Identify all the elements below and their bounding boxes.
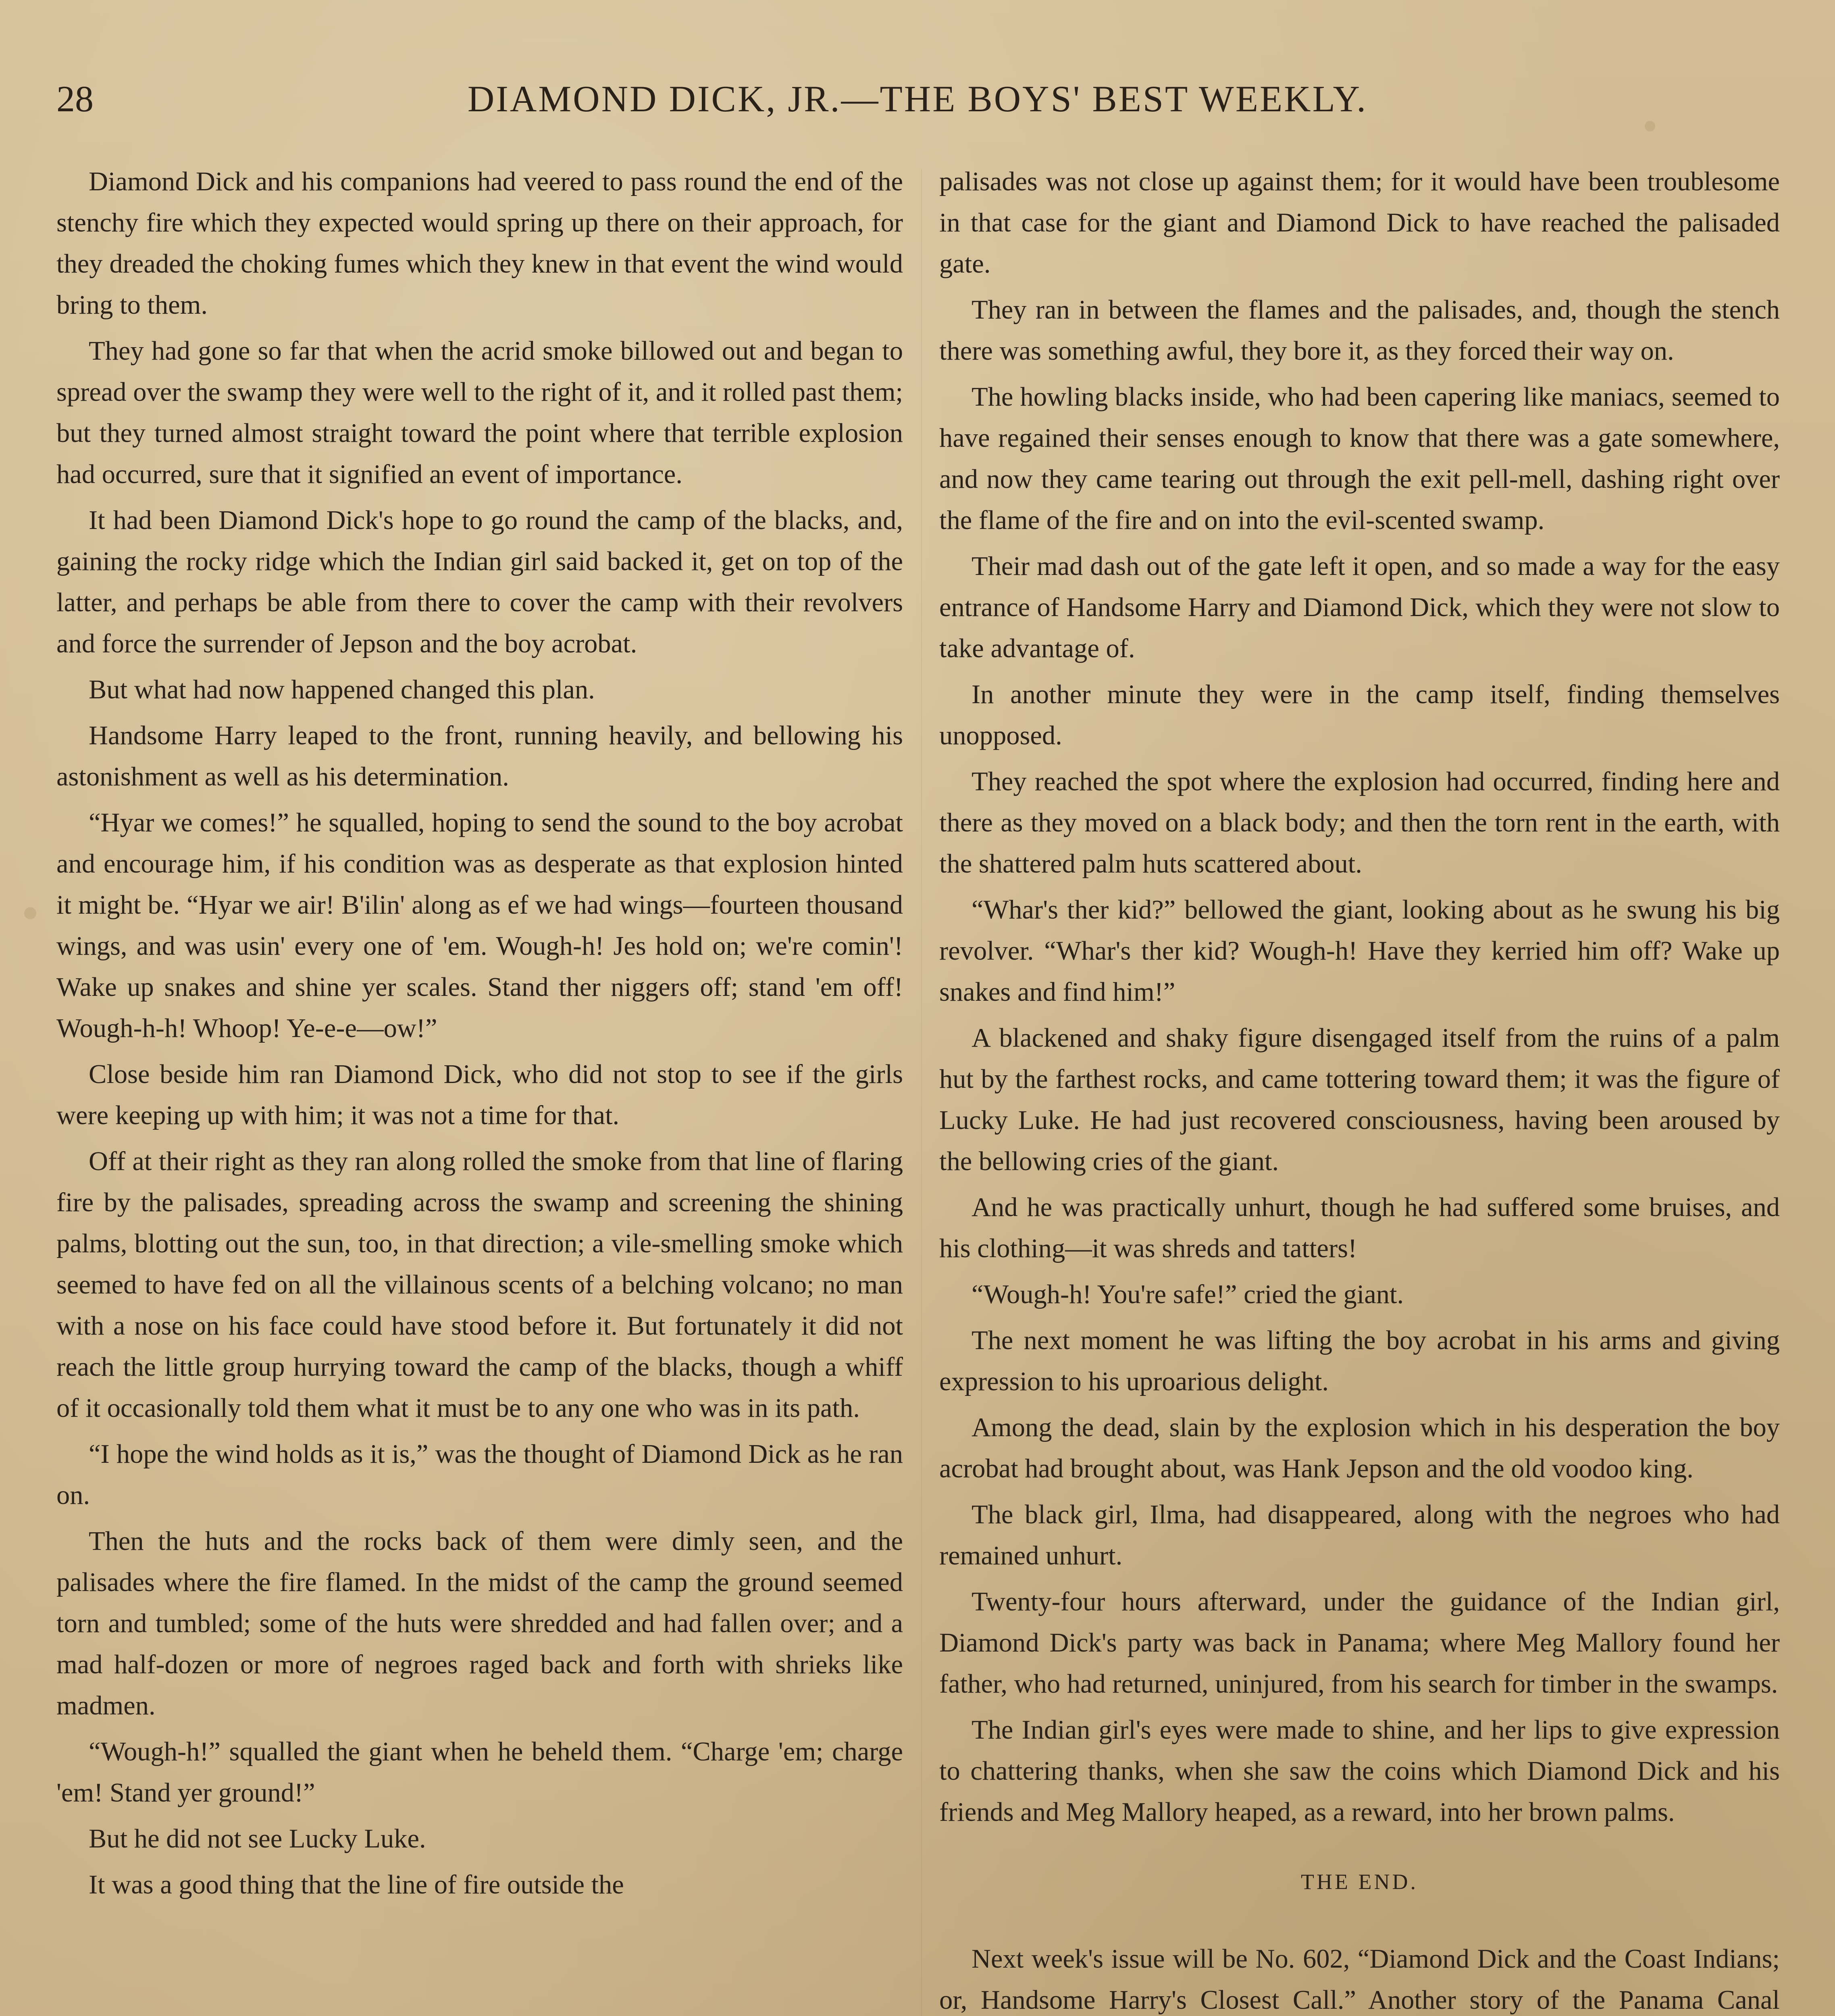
paragraph: A blackened and shaky figure disengaged itself from the ruins of a palm hut by the farthest rocks, and came tottering toward them; it was the figure of Lucky Luke. He had just recovered consciousness, having been aroused by the bellowing cries of the giant. <box>939 1023 1780 1176</box>
paragraph: The black girl, Ilma, had disappeared, along with the negroes who had remained unhurt. <box>939 1500 1780 1570</box>
paragraph: And he was practically unhurt, though he had suffered some bruises, and his clothing—it was shreds and tatters! <box>939 1193 1780 1263</box>
paragraph: “Wough-h! You're safe!” cried the giant. <box>972 1280 1404 1309</box>
paragraph: Among the dead, slain by the explosion which in his desperation the boy acrobat had brought about, was Hank Jepson and the old voodoo king. <box>939 1413 1780 1483</box>
paragraph: “Whar's ther kid?” bellowed the giant, looking about as he swung his big revolver. “Whar's ther kid? Wough-h! Have they kerried him off? Wake up snakes and find him!” <box>939 895 1780 1007</box>
page-header <box>56 69 1779 129</box>
paragraph: The next moment he was lifting the boy acrobat in his arms and giving expression to his uproarious delight. <box>939 1326 1780 1396</box>
left-column <box>56 161 903 2016</box>
column-gutter <box>921 169 922 2016</box>
the-end-marker: THE END. <box>1301 1870 1418 1894</box>
paragraph: In another minute they were in the camp itself, finding themselves unopposed. <box>939 680 1780 750</box>
paragraph: They had gone so far that when the acrid smoke billowed out and began to spread over the swamp they were well to the right of it, and it rolled past them; but they turned almost straight toward the point where that terrible explosion had occurred, sure that it signified an event of importance. <box>56 336 903 489</box>
paper-stain <box>24 907 36 919</box>
paragraph: It had been Diamond Dick's hope to go round the camp of the blacks, and, gaining the rocky ridge which the Indian girl said backed it, get on top of the latter, and perhaps be able from there to cover the camp with their revolvers and force the surrender of Jepson and the boy acrobat. <box>56 506 903 658</box>
page-number: 28 <box>56 78 94 119</box>
paragraph: Close beside him ran Diamond Dick, who did not stop to see if the girls were keeping up with him; it was not a time for that. <box>56 1060 903 1130</box>
paragraph: But he did not see Lucky Luke. <box>89 1824 426 1854</box>
paragraph: “Wough-h!” squalled the giant when he beheld them. “Charge 'em; charge 'em! Stand yer ground!” <box>56 1737 903 1808</box>
paragraph: Handsome Harry leaped to the front, running heavily, and bellowing his astonishment as well as his determination. <box>56 721 903 791</box>
paragraph: Off at their right as they ran along rolled the smoke from that line of flaring fire by the palisades, spreading across the swamp and screening the shining palms, blotting out the sun, too, in that direction; a vile-smelling smoke which seemed to have fed on all the villainous scents of a belching volcano; no man with a nose on his face could have stood before it. But fortunately it did not reach the little group hurrying toward the camp of the blacks, though a whiff of it occasionally told them what it must be to any one who was in its path. <box>56 1147 903 1423</box>
paragraph: The howling blacks inside, who had been capering like maniacs, seemed to have regained their senses enough to know that there was a gate somewhere, and now they came tearing out through the exit pell-mell, dashing right over the flame of the fire and on into the evil-scented swamp. <box>939 382 1780 535</box>
paragraph: Twenty-four hours afterward, under the guidance of the Indian girl, Diamond Dick's party was back in Panama; where Meg Mallory found her father, who had returned, uninjured, from his search for timber in the swamps. <box>939 1587 1780 1699</box>
paragraph: Their mad dash out of the gate left it open, and so made a way for the easy entrance of Handsome Harry and Diamond Dick, which they were not slow to take advantage of. <box>939 552 1780 663</box>
paragraph: “I hope the wind holds as it is,” was the thought of Diamond Dick as he ran on. <box>56 1439 903 1510</box>
paragraph: Then the huts and the rocks back of them were dimly seen, and the palisades where the fire flamed. In the midst of the camp the ground seemed torn and tumbled; some of the huts were shredded and had fallen over; and a mad half-dozen or more of negroes raged back and forth with shrieks like madmen. <box>56 1527 903 1720</box>
paragraph: But what had now happened changed this plan. <box>89 675 595 704</box>
right-column <box>939 161 1780 2016</box>
paragraph: palisades was not close up against them; for it would have been troublesome in that case for the giant and Diamond Dick to have reached the palisaded gate. <box>939 167 1780 279</box>
paragraph: Diamond Dick and his companions had veered to pass round the end of the stenchy fire which they expected would spring up there on their approach, for they dreaded the choking fumes which they knew in that event the wind would bring to them. <box>56 167 903 320</box>
paragraph: They ran in between the flames and the palisades, and, though the stench there was something awful, they bore it, as they forced their way on. <box>939 295 1780 366</box>
paragraph: “Hyar we comes!” he squalled, hoping to send the sound to the boy acrobat and encourage him, if his condition was as desperate as that explosion hinted it might be. “Hyar we air! B'ilin' along as ef we had wings—fourteen thousand wings, and was usin' every one of 'em. Wough-h! Jes hold on; we're comin'! Wake up snakes and shine yer scales. Stand ther niggers off; stand 'em off! Wough-h-h! Whoop! Ye-e-e—ow!” <box>56 808 903 1043</box>
paragraph: They reached the spot where the explosion had occurred, finding here and there as they moved on a black body; and then the torn rent in the earth, with the shattered palm huts scattered about. <box>939 767 1780 879</box>
paragraph: It was a good thing that the line of fire outside the <box>89 1870 624 1899</box>
next-week-notice: Next week's issue will be No. 602, “Diamond Dick and the Coast Indians; or, Handsome Harry's Closest Call.” Another story of the Panama Canal <box>939 1944 1780 2015</box>
paragraph: The Indian girl's eyes were made to shine, and her lips to give expression to chattering thanks, when she saw the coins which Diamond Dick and his friends and Meg Mallory heaped, as a reward, into her brown palms. <box>939 1715 1780 1827</box>
running-title: DIAMOND DICK, JR.—THE BOYS' BEST WEEKLY. <box>467 78 1368 119</box>
